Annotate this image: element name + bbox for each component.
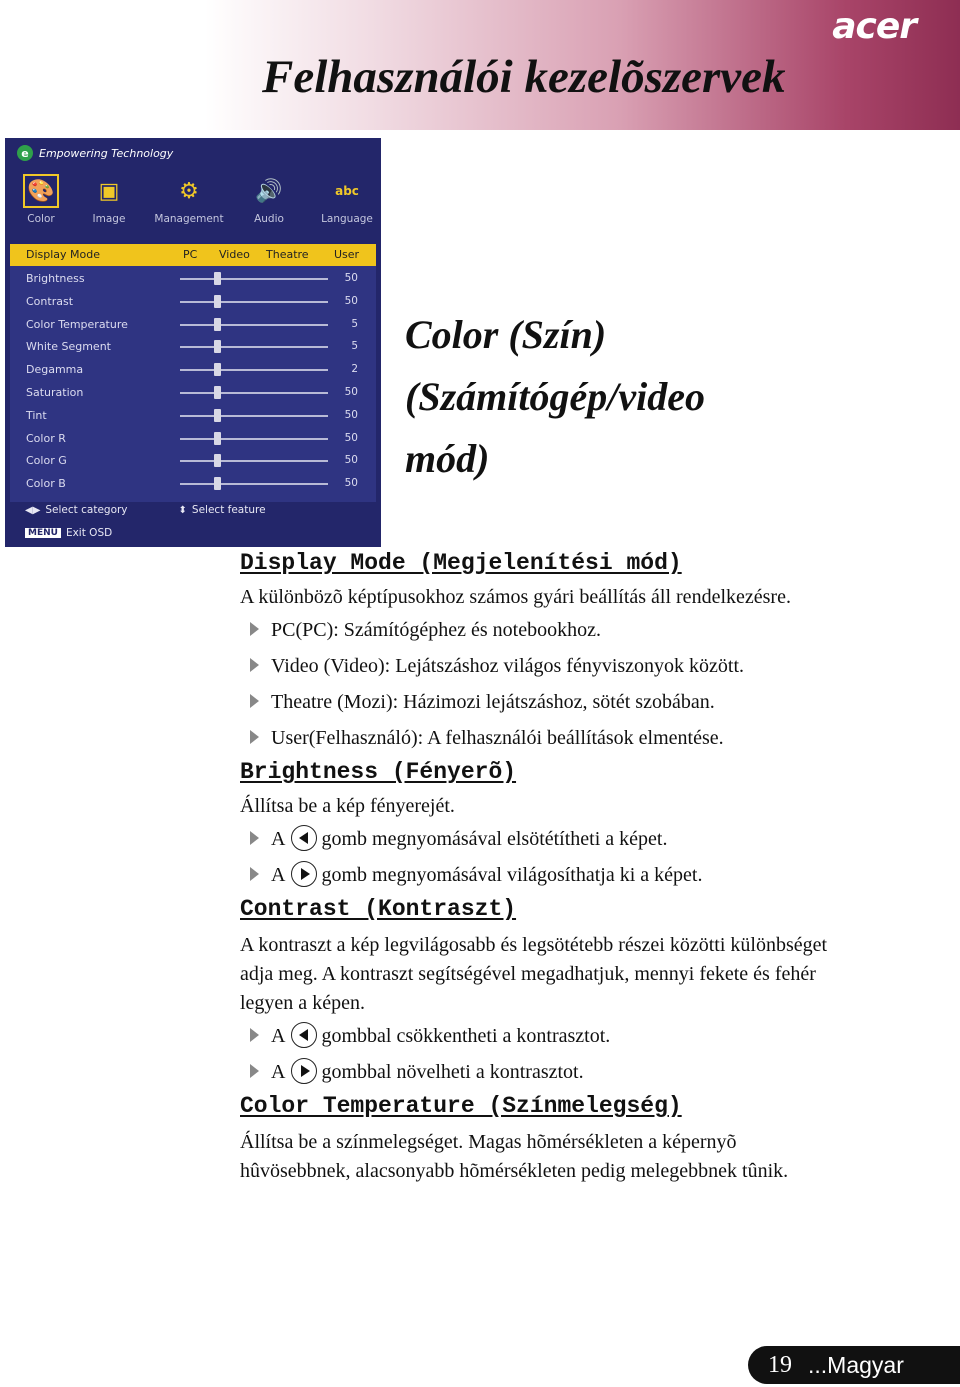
osd-setting-value: 50 bbox=[344, 477, 358, 490]
osd-setting-value: 50 bbox=[344, 272, 358, 284]
osd-slider-track[interactable] bbox=[180, 483, 328, 485]
osd-slider-knob[interactable] bbox=[214, 454, 221, 467]
osd-setting-row[interactable] bbox=[10, 405, 376, 428]
osd-setting-label: Color R bbox=[26, 431, 66, 445]
content bbox=[240, 547, 900, 1186]
osd-setting-row[interactable] bbox=[10, 314, 376, 337]
osd-slider-track[interactable] bbox=[180, 346, 328, 348]
osd-setting-value: 2 bbox=[351, 363, 358, 376]
osd-slider-track[interactable] bbox=[180, 460, 328, 462]
bullet-triangle-icon bbox=[250, 694, 259, 708]
osd-setting-label: White Segment bbox=[26, 340, 111, 354]
section-title bbox=[405, 304, 705, 490]
brightness-heading: Brightness (Fényerõ) bbox=[240, 759, 517, 785]
osd-slider-knob[interactable] bbox=[214, 340, 221, 353]
osd-slider-knob[interactable] bbox=[214, 295, 221, 308]
display-mode-bullet: Theatre (Mozi): Házimozi lejátszáshoz, sötét szobában. bbox=[240, 684, 900, 720]
contrast-bullet: A gombbal növelheti a kontrasztot. bbox=[240, 1054, 900, 1090]
display-mode-bullet: User(Felhasználó): A felhasználói beállítások elmentése. bbox=[240, 720, 900, 756]
osd-category-language[interactable] bbox=[311, 168, 381, 225]
display-mode-bullet: PC(PC): Számítógéphez és notebookhoz. bbox=[240, 612, 900, 648]
osd-setting-value: 50 bbox=[344, 294, 358, 307]
osd-setting-value: 50 bbox=[344, 454, 358, 467]
osd-slider-knob[interactable] bbox=[214, 363, 221, 376]
osd-setting-row[interactable] bbox=[10, 359, 376, 382]
osd-setting-label: Brightness bbox=[26, 272, 85, 285]
osd-mode-option-theatre[interactable]: Theatre bbox=[266, 248, 309, 261]
osd-slider-track[interactable] bbox=[180, 324, 328, 326]
osd-category-label: Image bbox=[92, 213, 126, 225]
osd-slider-knob[interactable] bbox=[214, 272, 221, 285]
osd-slider-knob[interactable] bbox=[214, 432, 221, 445]
right-arrow-button-icon bbox=[291, 861, 317, 887]
palette-icon: 🎨 bbox=[23, 174, 59, 208]
osd-select-category: Select category bbox=[45, 504, 128, 516]
speaker-icon: 🔊 bbox=[255, 178, 283, 204]
osd-setting-row[interactable] bbox=[10, 473, 376, 496]
osd-slider-track[interactable] bbox=[180, 301, 328, 303]
osd-slider-knob[interactable] bbox=[214, 477, 221, 490]
osd-category-label: Language bbox=[321, 213, 373, 225]
osd-slider-track[interactable] bbox=[180, 415, 328, 417]
tools-icon: ⚙ bbox=[179, 178, 199, 204]
osd-mode-option-video[interactable]: Video bbox=[219, 248, 250, 261]
osd-mode-option-user[interactable]: User bbox=[334, 248, 360, 261]
osd-display-mode-label: Display Mode bbox=[26, 248, 101, 261]
left-arrow-button-icon bbox=[291, 1022, 317, 1048]
bullet-triangle-icon bbox=[250, 658, 259, 672]
osd-slider-track[interactable] bbox=[180, 369, 328, 371]
osd-category-label: Color bbox=[27, 213, 55, 225]
osd-setting-label: Tint bbox=[26, 408, 47, 422]
section-title-line: mód) bbox=[405, 436, 490, 481]
color-temperature-description: Állítsa be a színmelegséget. Magas hõmérsékleten a képernyõ hûvösebbnek, alacsonyabb hõmérsékleten pedig melegebbnek tûnik. bbox=[240, 1131, 789, 1182]
osd-setting-value: 50 bbox=[344, 386, 358, 398]
osd-setting-row[interactable] bbox=[10, 336, 376, 359]
osd-slider-knob[interactable] bbox=[214, 318, 221, 331]
osd-setting-value: 50 bbox=[344, 408, 358, 421]
osd-mode-option-pc[interactable]: PC bbox=[183, 248, 198, 261]
osd-setting-row[interactable] bbox=[10, 268, 376, 291]
abc-icon: abc bbox=[335, 184, 359, 198]
osd-setting-value: 50 bbox=[344, 431, 358, 444]
osd-setting-value: 5 bbox=[351, 317, 358, 330]
osd-menu bbox=[10, 244, 376, 502]
brightness-bullet: A gomb megnyomásával világosíthatja ki a képet. bbox=[240, 857, 900, 893]
picture-icon: ▣ bbox=[98, 178, 120, 204]
contrast-description: A kontraszt a kép legvilágosabb és legsötétebb részei közötti különbséget adja meg. A kontraszt segítségével megadhatjuk, mennyi fekete és fehér legyen a képen. bbox=[240, 934, 828, 1014]
osd-category-audio[interactable] bbox=[233, 168, 305, 225]
bullet-triangle-icon bbox=[250, 622, 259, 636]
color-temperature-heading: Color Temperature (Színmelegség) bbox=[240, 1093, 682, 1119]
bullet-triangle-icon bbox=[250, 730, 259, 744]
display-mode-bullet: Video (Video): Lejátszáshoz világos fényviszonyok között. bbox=[240, 648, 900, 684]
bullet-triangle-icon bbox=[250, 1064, 259, 1078]
left-right-arrows-icon: ◀▶ bbox=[25, 504, 41, 516]
osd-category-color[interactable] bbox=[5, 168, 77, 225]
osd-setting-row[interactable] bbox=[10, 382, 376, 405]
page-number: 19 bbox=[768, 1351, 792, 1378]
osd-setting-label: Color B bbox=[26, 477, 66, 491]
osd-footer-row-2 bbox=[25, 527, 112, 539]
page-title: Felhasználói kezelõszervek bbox=[262, 51, 786, 103]
left-arrow-button-icon bbox=[291, 825, 317, 851]
osd-setting-label: Saturation bbox=[26, 386, 84, 399]
osd-category-label: Audio bbox=[254, 213, 284, 225]
osd-category-image[interactable] bbox=[73, 168, 145, 225]
menu-key-icon: MENU bbox=[25, 528, 61, 538]
bullet-triangle-icon bbox=[250, 831, 259, 845]
osd-setting-label: Color Temperature bbox=[26, 317, 128, 331]
osd-brand bbox=[17, 145, 173, 161]
contrast-heading: Contrast (Kontraszt) bbox=[240, 896, 517, 922]
acer-logo: acer bbox=[832, 6, 916, 47]
osd-slider-track[interactable] bbox=[180, 392, 328, 394]
footer-language: ...Magyar bbox=[808, 1351, 904, 1378]
osd-category-label: Management bbox=[154, 213, 224, 225]
section-title-line: (Számítógép/video bbox=[405, 374, 705, 419]
osd-setting-label: Degamma bbox=[26, 363, 84, 377]
osd-screenshot bbox=[5, 138, 381, 547]
brightness-bullet: A gomb megnyomásával elsötétítheti a képet. bbox=[240, 821, 900, 857]
osd-exit[interactable]: Exit OSD bbox=[65, 527, 113, 539]
contrast-bullet: A gombbal csökkentheti a kontrasztot. bbox=[240, 1018, 900, 1054]
osd-brand-text: Empowering Technology bbox=[39, 146, 174, 160]
brightness-intro: Állítsa be a kép fényerejét. bbox=[240, 795, 455, 817]
e-icon: e bbox=[17, 145, 33, 161]
bullet-triangle-icon bbox=[250, 867, 259, 881]
osd-select-feature: Select feature bbox=[191, 504, 266, 516]
osd-setting-value: 5 bbox=[351, 340, 358, 353]
osd-category-management[interactable] bbox=[153, 168, 225, 225]
up-down-arrows-icon: ⬍ bbox=[178, 504, 187, 516]
osd-setting-label: Color G bbox=[26, 454, 67, 468]
osd-setting-row[interactable] bbox=[10, 291, 376, 314]
osd-setting-row[interactable] bbox=[10, 428, 376, 451]
osd-setting-row[interactable] bbox=[10, 450, 376, 473]
osd-display-mode-row[interactable] bbox=[10, 244, 376, 266]
page-footer bbox=[748, 1346, 960, 1384]
osd-slider-track[interactable] bbox=[180, 438, 328, 440]
osd-slider-track[interactable] bbox=[180, 278, 328, 280]
display-mode-heading: Display Mode (Megjelenítési mód) bbox=[240, 550, 682, 576]
right-arrow-button-icon bbox=[291, 1058, 317, 1084]
osd-category-bar bbox=[5, 168, 381, 236]
bullet-triangle-icon bbox=[250, 1028, 259, 1042]
osd-slider-knob[interactable] bbox=[214, 386, 221, 399]
osd-footer-row-1 bbox=[25, 504, 266, 516]
osd-slider-knob[interactable] bbox=[214, 409, 221, 422]
osd-setting-label: Contrast bbox=[26, 294, 74, 308]
display-mode-intro: A különbözõ képtípusokhoz számos gyári beállítás áll rendelkezésre. bbox=[240, 586, 791, 608]
section-title-line: Color (Szín) bbox=[405, 312, 607, 357]
